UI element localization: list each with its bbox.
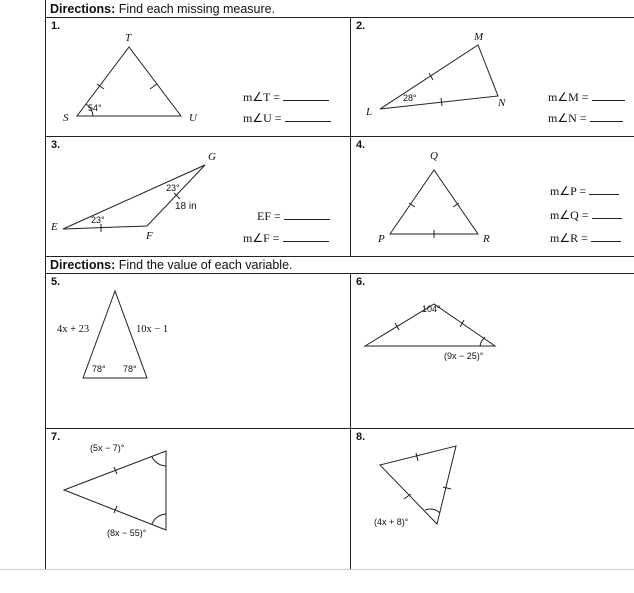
vertex-t: T bbox=[125, 32, 132, 44]
angle-e-value: 23° bbox=[91, 215, 105, 225]
answer-t-blank[interactable] bbox=[283, 90, 329, 101]
answer-m-label: m∠M = bbox=[548, 90, 589, 104]
vertex-u: U bbox=[189, 112, 197, 124]
answer-u bbox=[243, 111, 331, 126]
angle-arc-7-top bbox=[152, 457, 166, 466]
angle-8-bottom: (4x + 8)° bbox=[374, 517, 409, 527]
directions-2-heading: Directions: bbox=[50, 258, 116, 272]
problem-7-number: 7. bbox=[51, 431, 61, 443]
vertex-r: R bbox=[483, 233, 490, 245]
angle-6-top: 104° bbox=[422, 304, 441, 314]
directions-2-text: Find the value of each variable. bbox=[118, 258, 293, 272]
tick-6-left bbox=[395, 323, 399, 330]
tick-ln bbox=[441, 98, 442, 106]
problem-2-number: 2. bbox=[356, 20, 366, 32]
vertex-q: Q bbox=[430, 150, 438, 162]
answer-u-label: m∠U = bbox=[243, 111, 282, 125]
triangle-lmn bbox=[380, 45, 498, 109]
triangle-pqr bbox=[390, 170, 478, 234]
answer-n-label: m∠N = bbox=[548, 111, 587, 125]
answer-n bbox=[548, 111, 623, 126]
triangle-8 bbox=[380, 446, 456, 524]
angle-g-value: 23° bbox=[166, 183, 180, 193]
vertex-l: L bbox=[366, 106, 373, 118]
answer-ef-label: EF = bbox=[257, 209, 281, 223]
answer-q-label: m∠Q = bbox=[550, 208, 589, 222]
answer-t-label: m∠T = bbox=[243, 90, 280, 104]
answer-r-label: m∠R = bbox=[550, 231, 588, 245]
side-left-expression: 4x + 23 bbox=[57, 324, 90, 335]
angle-arc-6 bbox=[480, 337, 485, 346]
answer-f-label: m∠F = bbox=[243, 231, 280, 245]
vertex-e: E bbox=[51, 221, 58, 233]
answer-q-blank[interactable] bbox=[592, 208, 622, 219]
answer-n-blank[interactable] bbox=[590, 111, 623, 122]
problem-6-number: 6. bbox=[356, 276, 366, 288]
tick-8-top bbox=[416, 453, 418, 461]
vertex-m: M bbox=[474, 31, 484, 43]
directions-1-text: Find each missing measure. bbox=[118, 2, 276, 16]
tick-tu bbox=[150, 84, 157, 89]
answer-q bbox=[550, 208, 622, 223]
answer-p-label: m∠P = bbox=[550, 184, 587, 198]
vertex-g: G bbox=[208, 151, 216, 163]
tick-8-right bbox=[443, 487, 451, 489]
answer-p bbox=[550, 184, 619, 199]
answer-ef bbox=[257, 209, 330, 224]
answer-u-blank[interactable] bbox=[285, 111, 331, 122]
problem-5-number: 5. bbox=[51, 276, 61, 288]
answer-r-blank[interactable] bbox=[591, 231, 621, 242]
problem-3-number: 3. bbox=[51, 139, 61, 151]
problem-8-number: 8. bbox=[356, 431, 366, 443]
triangle-7 bbox=[64, 451, 166, 530]
vertex-p: P bbox=[378, 233, 385, 245]
answer-ef-blank[interactable] bbox=[284, 209, 330, 220]
answer-m bbox=[548, 90, 625, 105]
vertex-n: N bbox=[498, 97, 506, 109]
answer-f bbox=[243, 231, 329, 246]
vertex-s: S bbox=[63, 112, 69, 124]
answer-f-blank[interactable] bbox=[283, 231, 329, 242]
tick-6-right bbox=[460, 320, 464, 327]
side-fg-value: 18 in bbox=[175, 201, 197, 212]
directions-1-heading: Directions: bbox=[50, 2, 116, 16]
side-right-expression: 10x − 1 bbox=[136, 324, 169, 335]
angle-7-top: (5x − 7)° bbox=[90, 443, 125, 453]
angle-5-right: 78° bbox=[123, 364, 137, 374]
angle-7-bottom: (8x − 55)° bbox=[107, 528, 147, 538]
angle-s-value: 54° bbox=[88, 103, 102, 113]
answer-r bbox=[550, 231, 621, 246]
angle-arc-7-bottom bbox=[152, 514, 166, 524]
answer-p-blank[interactable] bbox=[589, 184, 619, 195]
problem-4-number: 4. bbox=[356, 139, 366, 151]
vertex-f: F bbox=[146, 230, 153, 242]
answer-t bbox=[243, 90, 329, 105]
answer-m-blank[interactable] bbox=[592, 90, 625, 101]
angle-arc-8 bbox=[425, 509, 440, 513]
triangle-efg bbox=[63, 165, 205, 229]
problem-1-number: 1. bbox=[51, 20, 61, 32]
angle-6-bottom: (9x − 25)° bbox=[444, 351, 484, 361]
angle-l-value: 28° bbox=[403, 93, 417, 103]
angle-5-left: 78° bbox=[92, 364, 106, 374]
